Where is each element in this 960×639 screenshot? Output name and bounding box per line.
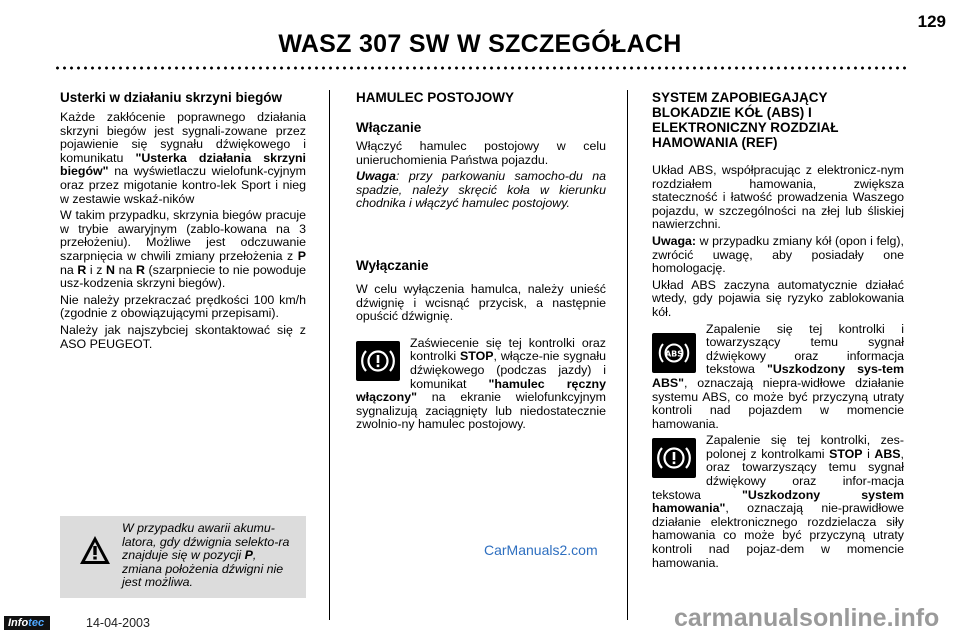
section-title-abs: SYSTEM ZAPOBIEGAJĄCY BLOKADZIE KÓŁ (ABS) I ELEKTRONICZNY ROZDZIAŁ HAMOWANIA (REF) — [652, 90, 839, 150]
paragraph-gearbox-4: Należy jak najszybciej skontaktować się z ASO PEUGEOT. — [60, 322, 306, 351]
column-divider-2 — [627, 90, 628, 620]
warning-note — [60, 516, 306, 598]
page-number: 129 — [917, 12, 946, 31]
paragraph-engage: Włączyć hamulec postojowy w celu unieruchomienia Państwa pojazdu. — [356, 139, 606, 167]
warning-text: W przypadku awarii akumu-latora, gdy dźwignia selekto-ra znajduje się w pozycji P, zmiana położenia dźwigni nie jest możliwa. — [122, 521, 290, 590]
paragraph-gearbox-2: W takim przypadku, skrzynia biegów pracuje w trybie awaryjnym (zablo-kowana na 3 przełożeniu). Możliwe jest odczuwanie szarpnięcia w chwili zmiany przełożenia z P na R i z N na R (szarpniecie to nie powoduje usz-kodzenia skrzyni biegów). — [60, 208, 306, 291]
paragraph-abs-lamp: Zapalenie się tej kontrolki i towarzyszący temu sygnał dźwiękowy oraz informacja tekstowa "Uszkodzony sys-tem ABS", oznaczają niepra-widłowe działanie systemu ABS, co może być przyczyną utraty kontroli nad pojazdem w momencie hamowania. — [652, 321, 904, 431]
paragraph-abs-note: Uwaga: w przypadku zmiany kół (opon i felg), zwrócić uwagę, aby posiadały one homologację. — [652, 233, 904, 276]
parking-brake-icon — [356, 341, 400, 381]
column-parking-brake — [356, 90, 606, 435]
brake-warning-lamp — [356, 341, 400, 381]
subtitle-engage: Włączanie — [356, 120, 422, 135]
paragraph-gearbox-1: Każde zakłócenie poprawnego działania skrzyni biegów jest sygnali-zowane przez pojawienie się sygnału dźwiękowego i komunikatu "Usterka działania skrzyni biegów" na wyświetlaczu wielofunk-cyjnym oraz przez migotanie kontro-lek Sport i nieg w zestawie wskaź-ników — [60, 110, 306, 206]
column-abs — [652, 90, 904, 573]
warning-triangle-icon — [78, 534, 112, 566]
watermark-carmanualsonline: carmanualsonline.info — [674, 604, 940, 632]
column-divider-1 — [329, 90, 330, 620]
section-title-gearbox: Usterki w działaniu skrzyni biegów — [60, 90, 283, 105]
ref-warning-lamp — [652, 438, 696, 478]
paragraph-brake-lamp: Zaświecenie się tej kontrolki oraz kontrolki STOP, włącze-nie sygnału dźwiękowego (podczas jazdy) i komunikat "hamulec ręczny włączony" na ekranie wielofunkcyjnym sygnalizują zaciągnięty lub niedostatecznie zwolnio-ny hamulec postojowy. — [356, 335, 606, 432]
paragraph-engage-note: Uwaga: przy parkowaniu samocho-du na spadzie, należy skręcić koła w kierunku chodnika i włączyć hamulec postojowy. — [356, 169, 606, 211]
column-gearbox-faults — [60, 90, 306, 354]
brake-system-icon — [652, 438, 696, 478]
abs-warning-lamp — [652, 333, 696, 373]
svg-text:ABS: ABS — [664, 349, 684, 359]
watermark-carmanuals: CarManuals2.com — [484, 542, 598, 558]
subtitle-release: Wyłączanie — [356, 257, 429, 273]
dotted-divider — [54, 66, 906, 70]
paragraph-ref-lamp: Zapalenie się tej kontrolki, zes-polonej z kontrolkami STOP i ABS, oraz towarzyszący temu sygnał dźwiękowy oraz infor-macja tekstowa "Uszkodzony system hamowania", oznaczają nie-prawidłowe działanie elektronicznego rozdzielacza siły hamowania co może być przyczyną utraty kontroli nad pojaz-dem w momencie hamowania. — [652, 433, 904, 570]
abs-icon — [652, 333, 696, 373]
paragraph-release: W celu wyłączenia hamulca, należy unieść dźwignię i wcisnąć przycisk, a następnie opuścić dźwignię. — [356, 281, 606, 324]
paragraph-gearbox-3: Nie należy przekraczać prędkości 100 km/h (zgodnie z obowiązującymi przepisami). — [60, 292, 306, 321]
section-title-parking-brake: HAMULEC POSTOJOWY — [356, 90, 515, 105]
paragraph-abs-1: Układ ABS, współpracując z elektronicz-nym rozdziałem hamowania, zwiększa stateczność i łatwość prowadzenia Waszego pojazdu, w szczególności na złej lub śliskiej nawierzchni. — [652, 163, 904, 232]
footer-date: 14-04-2003 — [86, 616, 150, 630]
infotec-logo: Infotec — [4, 616, 50, 630]
page-title: WASZ 307 SW W SZCZEGÓŁACH — [278, 30, 682, 58]
paragraph-abs-2: Układ ABS zaczyna automatycznie działać wtedy, gdy pojawia się ryzyko zablokowania kół. — [652, 277, 904, 319]
